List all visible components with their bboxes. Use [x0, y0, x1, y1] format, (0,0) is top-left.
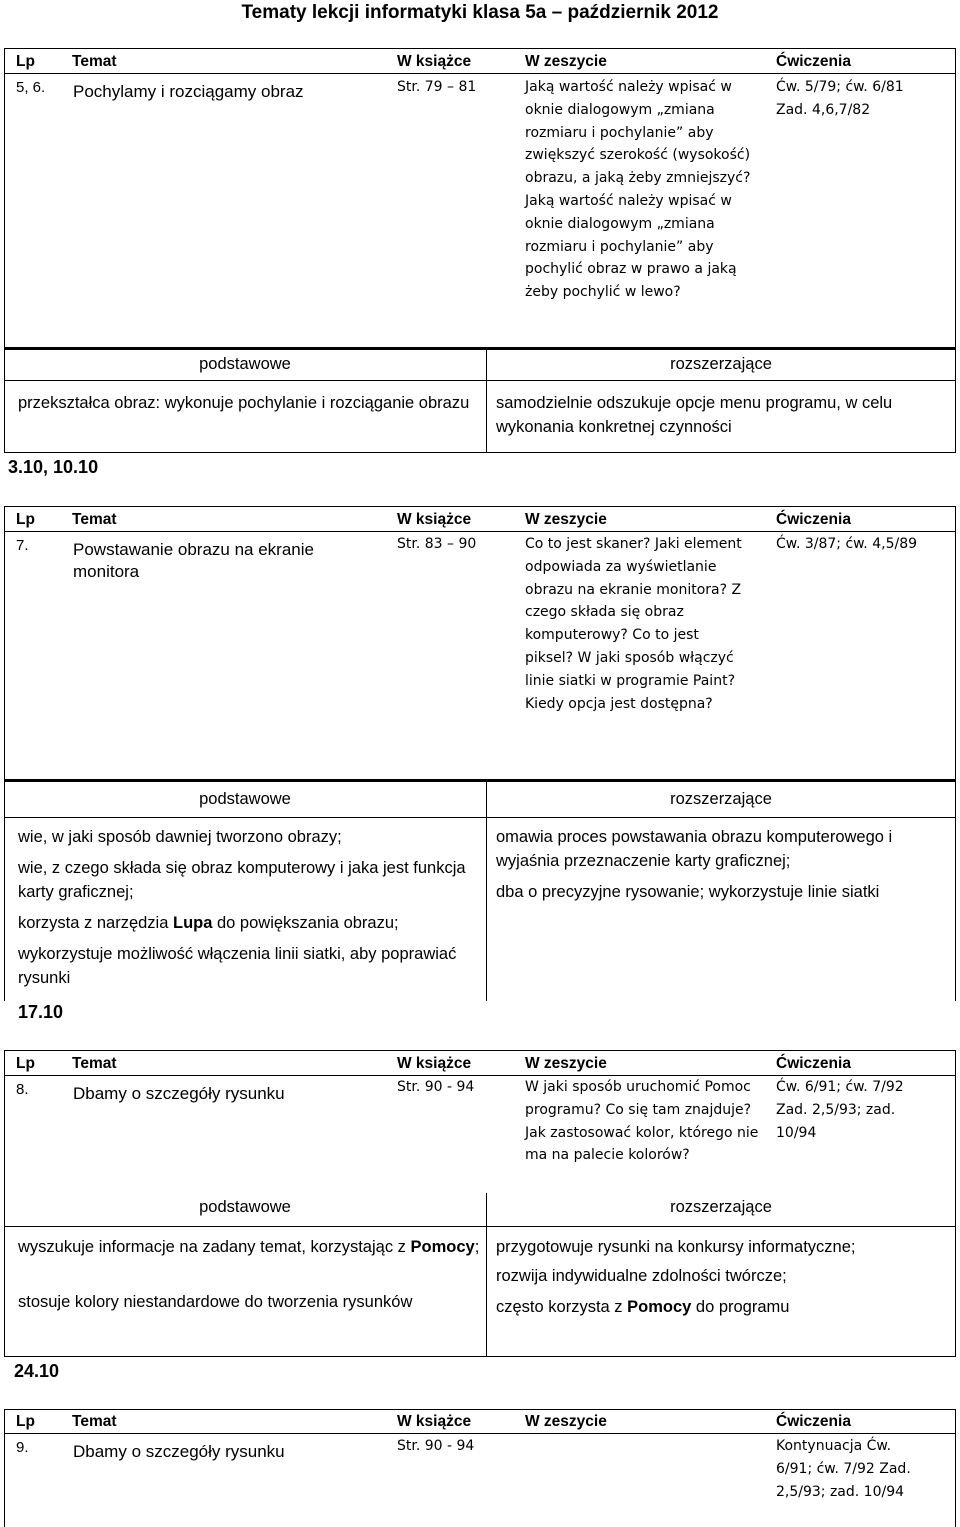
extended-requirement: samodzielnie odszukuje opcje menu programu, w celu wykonania konkretnej czynności	[496, 394, 893, 436]
table-border	[955, 48, 956, 348]
level-header-basic: podstawowe	[199, 1198, 291, 1216]
table-border	[4, 1409, 5, 1527]
column-header-lp: Lp	[16, 53, 35, 70]
column-header-ksiazka: W książce	[397, 1055, 472, 1072]
book-pages: Str. 90 - 94	[397, 1438, 475, 1454]
extended-requirement: dba o precyzyjne rysowanie; wykorzystuje linie siatki	[496, 883, 880, 901]
notebook-questions: W jaki sposób uruchomić Pomoc programu? Co się tam znajduje? Jak zastosować kolor, którego nie ma na palecie kolorów?	[525, 1079, 759, 1164]
basic-requirement: wie, w jaki sposób dawniej tworzono obrazy;	[18, 828, 342, 846]
lesson-topic: Dbamy o szczegóły rysunku	[73, 1442, 285, 1461]
basic-requirement: stosuje kolory niestandardowe do tworzenia rysunków	[18, 1293, 413, 1311]
levels-border	[955, 349, 956, 453]
column-header-zeszyt: W zeszycie	[525, 1413, 607, 1430]
levels-border	[4, 781, 5, 1001]
lesson-topic: Pochylamy i rozciągamy obraz	[73, 82, 304, 101]
levels-border	[4, 817, 956, 818]
level-header-extended: rozszerzające	[670, 790, 772, 808]
exercises: Ćw. 5/79; ćw. 6/81 Zad. 4,6,7/82	[776, 79, 904, 118]
basic-requirement: przekształca obraz: wykonuje pochylanie i rozciąganie obrazu	[18, 394, 470, 412]
column-header-temat: Temat	[72, 1413, 117, 1430]
column-header-cwiczenia: Ćwiczenia	[776, 53, 851, 70]
lesson-topic: Dbamy o szczegóły rysunku	[73, 1084, 285, 1103]
column-header-cwiczenia: Ćwiczenia	[776, 511, 851, 528]
basic-requirement: korzysta z narzędzia Lupa do powiększania obrazu;	[18, 914, 399, 932]
column-header-ksiazka: W książce	[397, 53, 472, 70]
lesson-number: 7.	[16, 537, 29, 554]
basic-requirement: wyszukuje informacje na zadany temat, korzystając z Pomocy;	[18, 1238, 480, 1256]
levels-border	[4, 452, 956, 453]
column-header-temat: Temat	[72, 511, 117, 528]
lesson-date: 24.10	[14, 1361, 60, 1381]
column-header-cwiczenia: Ćwiczenia	[776, 1413, 851, 1430]
table-border	[955, 1409, 956, 1527]
extended-requirement: rozwija indywidualne zdolności twórcze;	[496, 1267, 787, 1285]
table-border	[4, 73, 956, 74]
lesson-number: 9.	[16, 1439, 29, 1456]
notebook-questions: Jaką wartość należy wpisać w oknie dialogowym „zmiana rozmiaru i pochylanie” aby zwiększyć szerokość (wysokość) obrazu, a jaką żeby zmniejszyć? Jaką wartość należy wpisać w oknie dialogowym „zmiana rozmiaru i pochylanie” aby pochylić obraz w prawo a jaką żeby pochylić w lewo?	[525, 79, 751, 301]
extended-requirement: często korzysta z Pomocy do programu	[496, 1298, 790, 1316]
table-border	[4, 506, 956, 507]
table-border	[4, 1409, 956, 1410]
book-pages: Str. 79 – 81	[397, 79, 477, 95]
exercises: Ćw. 6/91; ćw. 7/92 Zad. 2,5/93; zad. 10/94	[776, 1079, 904, 1141]
table-border	[4, 531, 956, 532]
table-border	[4, 1050, 956, 1051]
levels-border	[4, 1226, 956, 1227]
levels-border	[486, 1193, 487, 1357]
book-pages: Str. 83 – 90	[397, 536, 477, 552]
table-border	[4, 1433, 956, 1434]
levels-border	[4, 781, 956, 782]
basic-requirement: wykorzystuje możliwość włączenia linii siatki, aby poprawiać rysunki	[18, 945, 457, 987]
lesson-topic: Powstawanie obrazu na ekranie monitora	[73, 540, 314, 581]
column-header-zeszyt: W zeszycie	[525, 53, 607, 70]
extended-requirement: omawia proces powstawania obrazu komputerowego i wyjaśnia przeznaczenie karty graficznej;	[496, 828, 893, 870]
exercises: Ćw. 3/87; ćw. 4,5/89	[776, 536, 918, 552]
levels-border	[955, 781, 956, 1001]
column-header-cwiczenia: Ćwiczenia	[776, 1055, 851, 1072]
table-border	[4, 506, 5, 781]
table-border	[955, 1050, 956, 1357]
lesson-date: 3.10, 10.10	[8, 457, 99, 477]
column-header-zeszyt: W zeszycie	[525, 511, 607, 528]
level-header-extended: rozszerzające	[670, 1198, 772, 1216]
lesson-number: 8.	[16, 1081, 29, 1098]
lesson-date: 17.10	[18, 1002, 64, 1022]
extended-requirement: przygotowuje rysunki na konkursy informatyczne;	[496, 1238, 856, 1256]
levels-border	[486, 781, 487, 1001]
exercises: Kontynuacja Ćw. 6/91; ćw. 7/92 Zad. 2,5/93; zad. 10/94	[776, 1438, 911, 1500]
notebook-questions: Co to jest skaner? Jaki element odpowiada za wyświetlanie obrazu na ekranie monitora? Z czego składa się obraz komputerowy? Co to jest piksel? W jaki sposób włączyć linie siatki w programie Paint? Kiedy opcja jest dostępna?	[525, 536, 742, 712]
lesson-number: 5, 6.	[16, 79, 46, 96]
column-header-temat: Temat	[72, 53, 117, 70]
column-header-zeszyt: W zeszycie	[525, 1055, 607, 1072]
levels-border	[4, 349, 956, 350]
column-header-lp: Lp	[16, 511, 35, 528]
levels-border	[4, 380, 956, 381]
column-header-temat: Temat	[72, 1055, 117, 1072]
basic-requirement: wie, z czego składa się obraz komputerowy i jaka jest funkcja karty graficznej;	[18, 859, 466, 901]
table-border	[4, 48, 5, 348]
page-title: Tematy lekcji informatyki klasa 5a – październik 2012	[241, 2, 719, 23]
level-header-extended: rozszerzające	[670, 355, 772, 373]
column-header-ksiazka: W książce	[397, 1413, 472, 1430]
column-header-ksiazka: W książce	[397, 511, 472, 528]
table-border	[955, 506, 956, 781]
level-header-basic: podstawowe	[199, 355, 291, 373]
column-header-lp: Lp	[16, 1055, 35, 1072]
levels-border	[4, 1356, 956, 1357]
level-header-basic: podstawowe	[199, 790, 291, 808]
column-header-lp: Lp	[16, 1413, 35, 1430]
book-pages: Str. 90 - 94	[397, 1079, 475, 1095]
table-border	[4, 48, 956, 49]
